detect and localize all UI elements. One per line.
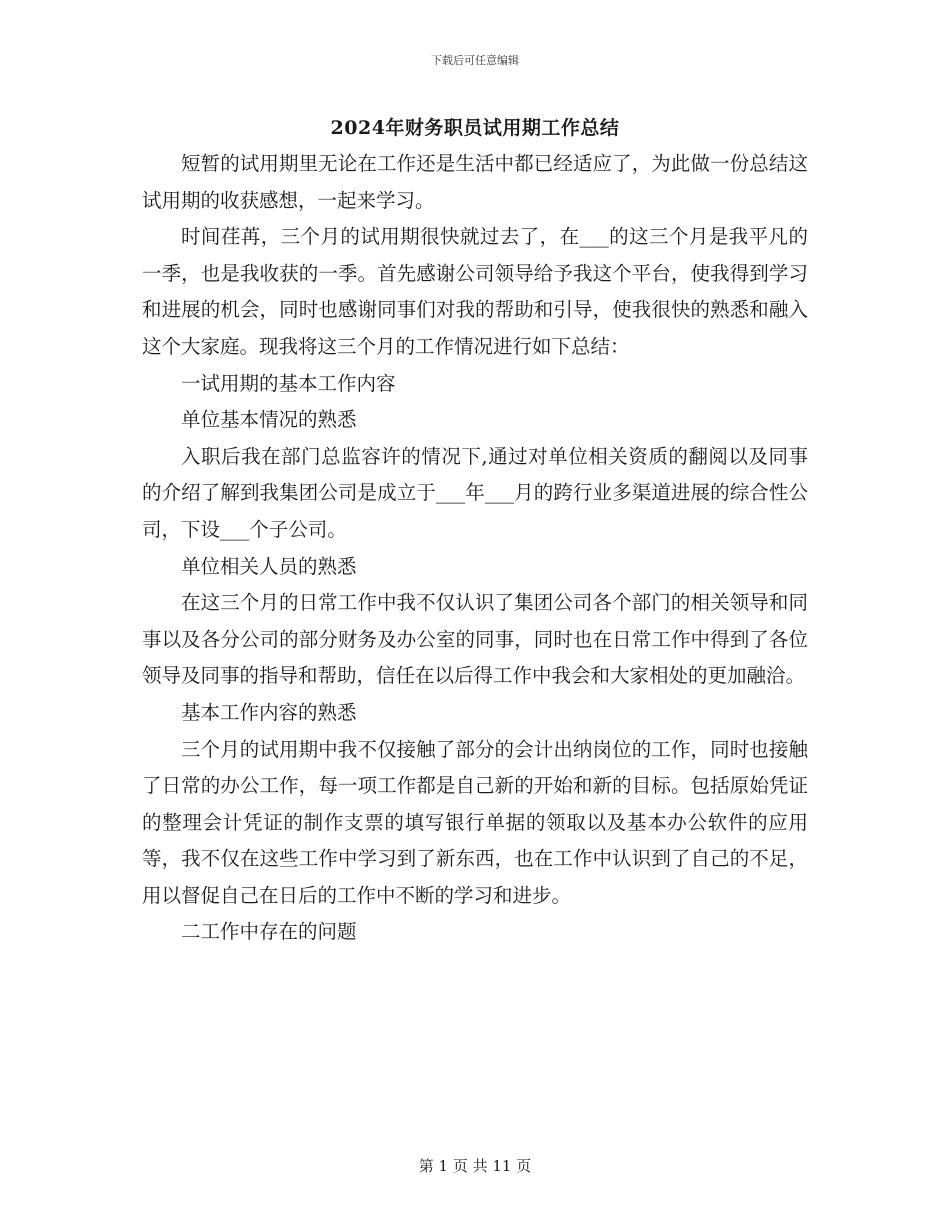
paragraph-intro: 短暂的试用期里无论在工作还是生活中都已经适应了，为此做一份总结这试用期的收获感想，一起来学习。 <box>142 152 808 212</box>
paragraph-staff: 在这三个月的日常工作中我不仅认识了集团公司各个部门的相关领导和同事以及各分公司的部分财务及办公室的同事，同时也在日常工作中得到了各位领导及同事的指导和帮助，信任在以后得工作中我会和大家相处的更加融洽。 <box>142 591 808 688</box>
paragraph-overview: 时间荏苒，三个月的试用期很快就过去了，在___的这三个月是我平凡的一季，也是我收获的一季。首先感谢公司领导给予我这个平台，使我得到学习和进展的机会，同时也感谢同事们对我的帮助和引导，使我很快的熟悉和融入这个大家庭。现我将这三个月的工作情况进行如下总结： <box>142 225 808 358</box>
document-body <box>142 146 808 951</box>
header-note: 下载后可任意编辑 <box>431 54 519 67</box>
subheading-company: 单位基本情况的熟悉 <box>181 408 357 432</box>
subheading-staff: 单位相关人员的熟悉 <box>181 554 357 578</box>
paragraph-company: 入职后我在部门总监容许的情况下,通过对单位相关资质的翻阅以及同事的介绍了解到我集团公司是成立于___年___月的跨行业多渠道进展的综合性公司，下设___个子公司。 <box>142 444 808 541</box>
subheading-work: 基本工作内容的熟悉 <box>181 700 357 724</box>
paragraph-work: 三个月的试用期中我不仅接触了部分的会计出纳岗位的工作，同时也接触了日常的办公工作，每一项工作都是自己新的开始和新的目标。包括原始凭证的整理会计凭证的制作支票的填写银行单据的领取以及基本办公软件的应用等，我不仅在这些工作中学习到了新东西，也在工作中认识到了自己的不足，用以督促自己在日后的工作中不断的学习和进步。 <box>142 737 808 907</box>
page-number: 第 1 页 共 11 页 <box>418 1157 532 1175</box>
document-title: 2024年财务职员试用期工作总结 <box>330 117 620 139</box>
section-heading-1: 一试用期的基本工作内容 <box>181 371 396 395</box>
section-heading-2: 二工作中存在的问题 <box>181 920 357 944</box>
